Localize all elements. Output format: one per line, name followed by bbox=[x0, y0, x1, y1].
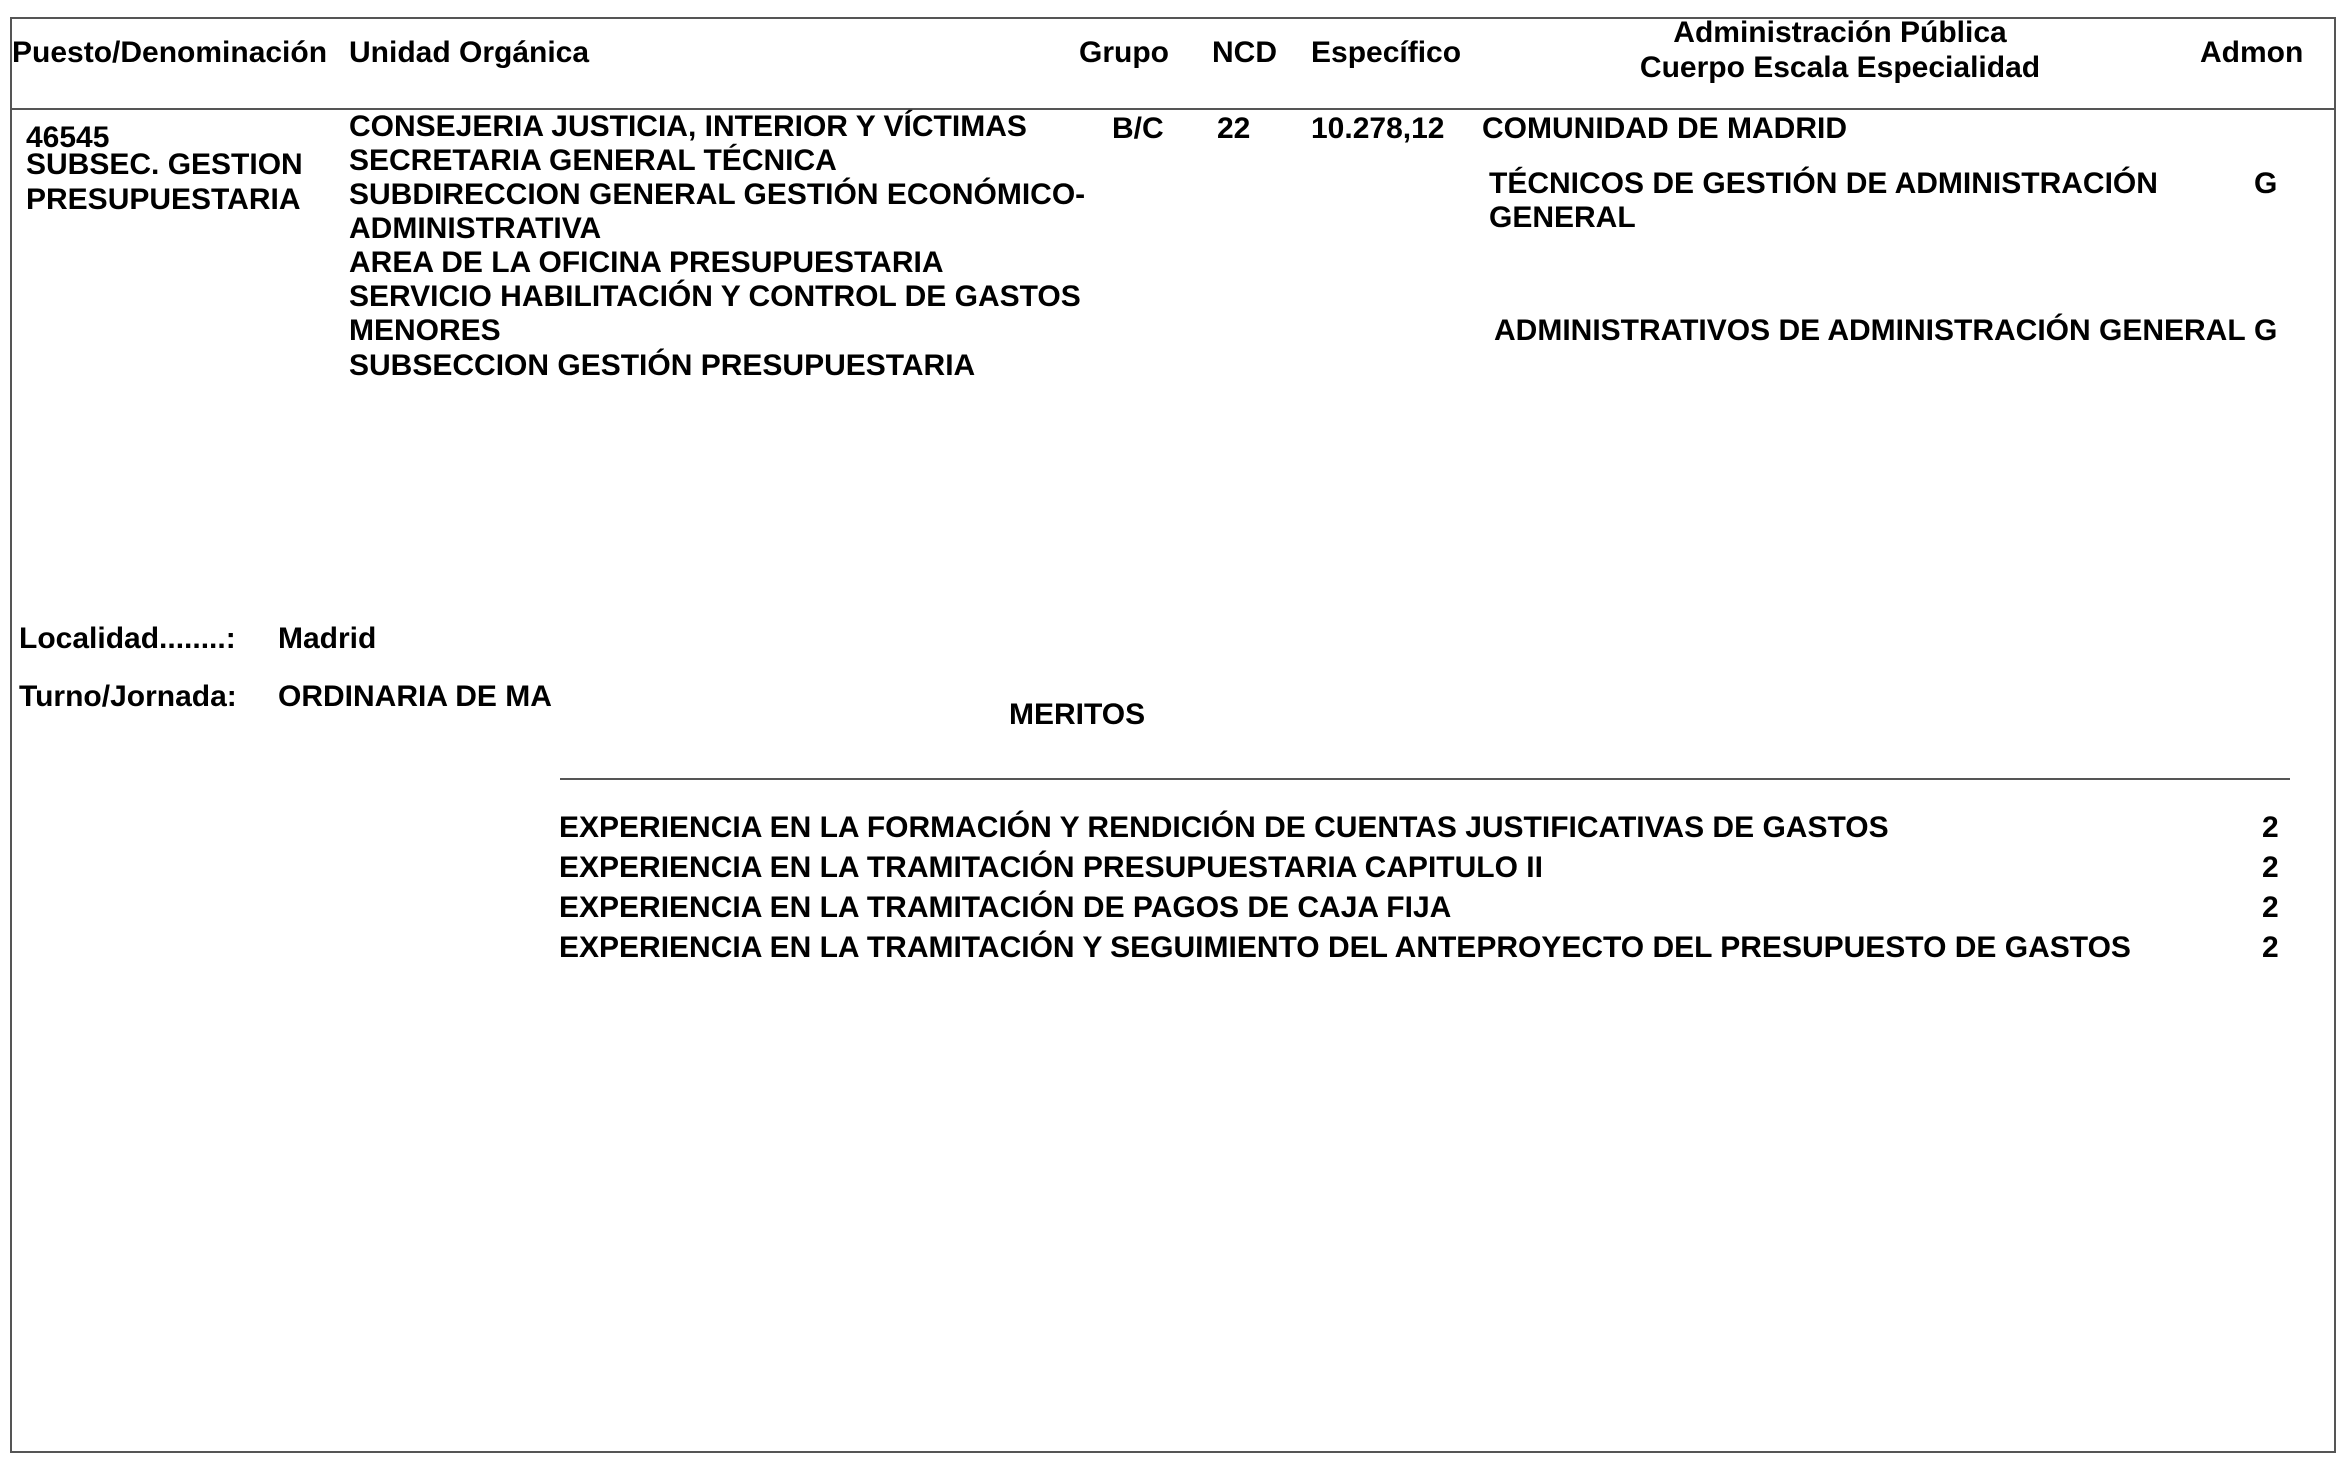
grupo-value: B/C bbox=[1112, 112, 1164, 145]
turno-value: ORDINARIA DE MA bbox=[278, 680, 552, 713]
header-especifico: Específico bbox=[1311, 36, 1462, 69]
unidad-line: SERVICIO HABILITACIÓN Y CONTROL DE GASTOS bbox=[349, 280, 1081, 313]
header-admin-line1: Administración Pública bbox=[1673, 16, 2007, 49]
merito-text: EXPERIENCIA EN LA FORMACIÓN Y RENDICIÓN DE CUENTAS JUSTIFICATIVAS DE GASTOS bbox=[559, 811, 1889, 844]
merito-points: 2 bbox=[2262, 811, 2279, 844]
puesto-denominacion-2: PRESUPUESTARIA bbox=[26, 183, 301, 216]
puesto-denominacion-1: SUBSEC. GESTION bbox=[26, 148, 303, 181]
merito-text: EXPERIENCIA EN LA TRAMITACIÓN DE PAGOS DE CAJA FIJA bbox=[559, 891, 1452, 924]
header-admon: Admon bbox=[2200, 36, 2304, 69]
administracion-value: COMUNIDAD DE MADRID bbox=[1482, 112, 1847, 145]
cuerpo-admon: G bbox=[2254, 314, 2278, 347]
merito-points: 2 bbox=[2262, 851, 2279, 884]
ncd-value: 22 bbox=[1217, 112, 1251, 145]
merito-text: EXPERIENCIA EN LA TRAMITACIÓN PRESUPUESTARIA CAPITULO II bbox=[559, 851, 1543, 884]
cuerpo-line1: TÉCNICOS DE GESTIÓN DE ADMINISTRACIÓN bbox=[1489, 167, 2158, 200]
header-puesto: Puesto/Denominación bbox=[12, 36, 328, 69]
header-unidad: Unidad Orgánica bbox=[349, 36, 590, 69]
unidad-line: SECRETARIA GENERAL TÉCNICA bbox=[349, 144, 837, 177]
meritos-divider bbox=[560, 778, 2290, 780]
cuerpo-line2: GENERAL bbox=[1489, 201, 1636, 234]
unidad-line: CONSEJERIA JUSTICIA, INTERIOR Y VÍCTIMAS bbox=[349, 110, 1027, 143]
especifico-value: 10.278,12 bbox=[1311, 112, 1445, 145]
unidad-line: SUBSECCION GESTIÓN PRESUPUESTARIA bbox=[349, 349, 976, 382]
localidad-label: Localidad........: bbox=[19, 622, 236, 655]
localidad-value: Madrid bbox=[278, 622, 377, 655]
header-ncd: NCD bbox=[1212, 36, 1277, 69]
unidad-line: AREA DE LA OFICINA PRESUPUESTARIA bbox=[349, 246, 944, 279]
header-admin-line2: Cuerpo Escala Especialidad bbox=[1639, 51, 2041, 84]
meritos-title: MERITOS bbox=[1009, 698, 1146, 731]
puesto-id: 46545 bbox=[26, 121, 110, 154]
unidad-line: ADMINISTRATIVA bbox=[349, 212, 602, 245]
cuerpo-line1: ADMINISTRATIVOS DE ADMINISTRACIÓN GENERAL bbox=[1494, 314, 2246, 347]
header-grupo: Grupo bbox=[1079, 36, 1169, 69]
merito-points: 2 bbox=[2262, 931, 2279, 964]
unidad-line: MENORES bbox=[349, 314, 501, 347]
merito-text: EXPERIENCIA EN LA TRAMITACIÓN Y SEGUIMIENTO DEL ANTEPROYECTO DEL PRESUPUESTO DE GASTOS bbox=[559, 931, 2131, 964]
unidad-line: SUBDIRECCION GENERAL GESTIÓN ECONÓMICO- bbox=[349, 178, 1086, 211]
merito-points: 2 bbox=[2262, 891, 2279, 924]
cuerpo-admon: G bbox=[2254, 167, 2278, 200]
turno-label: Turno/Jornada: bbox=[19, 680, 237, 713]
